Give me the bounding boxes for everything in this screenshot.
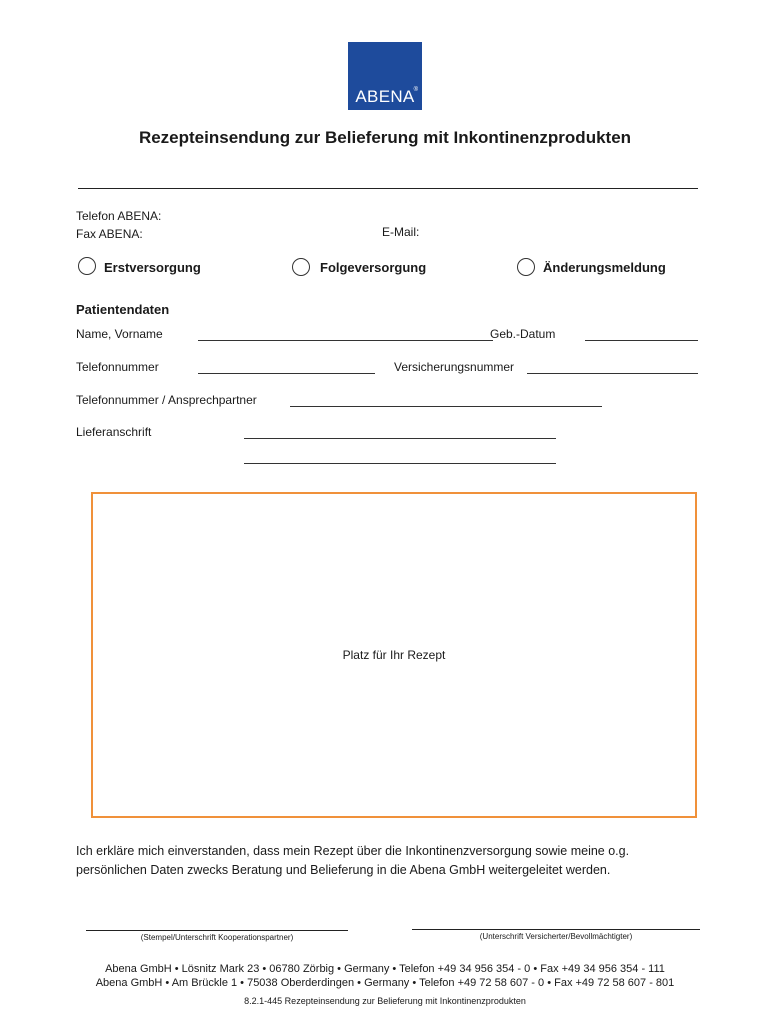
versicherungsnummer-field[interactable]	[527, 373, 698, 374]
patientendaten-heading: Patientendaten	[76, 302, 170, 317]
signature-line-right[interactable]	[412, 929, 700, 930]
title-divider	[78, 188, 698, 189]
consent-line-1: Ich erkläre mich einverstanden, dass mein Rezept über die Inkontinenzversorgung sowie meine o.g.	[76, 844, 630, 858]
lieferanschrift-label: Lieferanschrift	[76, 425, 152, 439]
telefonnummer-field[interactable]	[198, 373, 375, 374]
page-title: Rezepteinsendung zur Belieferung mit Inkontinenzprodukten	[138, 128, 632, 147]
signature-caption-right: (Unterschrift Versicherter/Bevollmächtigter)	[479, 932, 633, 941]
footer-address-2: Abena GmbH • Am Brückle 1 • 75038 Oberderdingen • Germany • Telefon +49 72 58 607 - 0 • Fax +49 72 58 607 - 801	[95, 977, 675, 989]
erstversorgung-label: Erstversorgung	[104, 260, 201, 275]
consent-text	[76, 842, 706, 880]
lieferanschrift-field-1[interactable]	[244, 438, 556, 439]
fax-abena-label: Fax ABENA:	[76, 227, 143, 241]
telefon-abena-label: Telefon ABENA:	[76, 209, 162, 223]
versicherungsnummer-label: Versicherungsnummer	[394, 360, 515, 374]
logo-registered-mark: ®	[413, 87, 418, 93]
signature-caption-left: (Stempel/Unterschrift Kooperationspartner)	[140, 933, 294, 942]
ansprechpartner-field[interactable]	[290, 406, 602, 407]
geb-datum-label: Geb.-Datum	[490, 327, 556, 341]
geb-datum-field[interactable]	[585, 340, 698, 341]
ansprechpartner-label: Telefonnummer / Ansprechpartner	[76, 393, 257, 407]
aenderungsmeldung-radio[interactable]	[517, 258, 535, 276]
logo-text: ABENA	[355, 87, 415, 106]
consent-line-2: persönlichen Daten zwecks Beratung und Belieferung in die Abena GmbH weitergeleitet werden.	[76, 863, 611, 877]
footer-address-1: Abena GmbH • Lösnitz Mark 23 • 06780 Zörbig • Germany • Telefon +49 34 956 354 - 0 • Fax +49 34 956 354 - 111	[105, 963, 665, 975]
name-vorname-label: Name, Vorname	[76, 327, 163, 341]
telefonnummer-label: Telefonnummer	[76, 360, 159, 374]
erstversorgung-radio[interactable]	[78, 257, 96, 275]
aenderungsmeldung-label: Änderungsmeldung	[543, 260, 666, 275]
name-vorname-field[interactable]	[198, 340, 493, 341]
signature-line-left[interactable]	[86, 930, 348, 931]
rezept-placeholder: Platz für Ihr Rezept	[342, 648, 446, 662]
folgeversorgung-radio[interactable]	[292, 258, 310, 276]
lieferanschrift-field-2[interactable]	[244, 463, 556, 464]
abena-logo	[348, 42, 422, 110]
document-reference: 8.2.1-445 Rezepteinsendung zur Belieferung mit Inkontinenzprodukten	[244, 996, 526, 1006]
email-label: E-Mail:	[382, 225, 420, 239]
folgeversorgung-label: Folgeversorgung	[320, 260, 427, 275]
